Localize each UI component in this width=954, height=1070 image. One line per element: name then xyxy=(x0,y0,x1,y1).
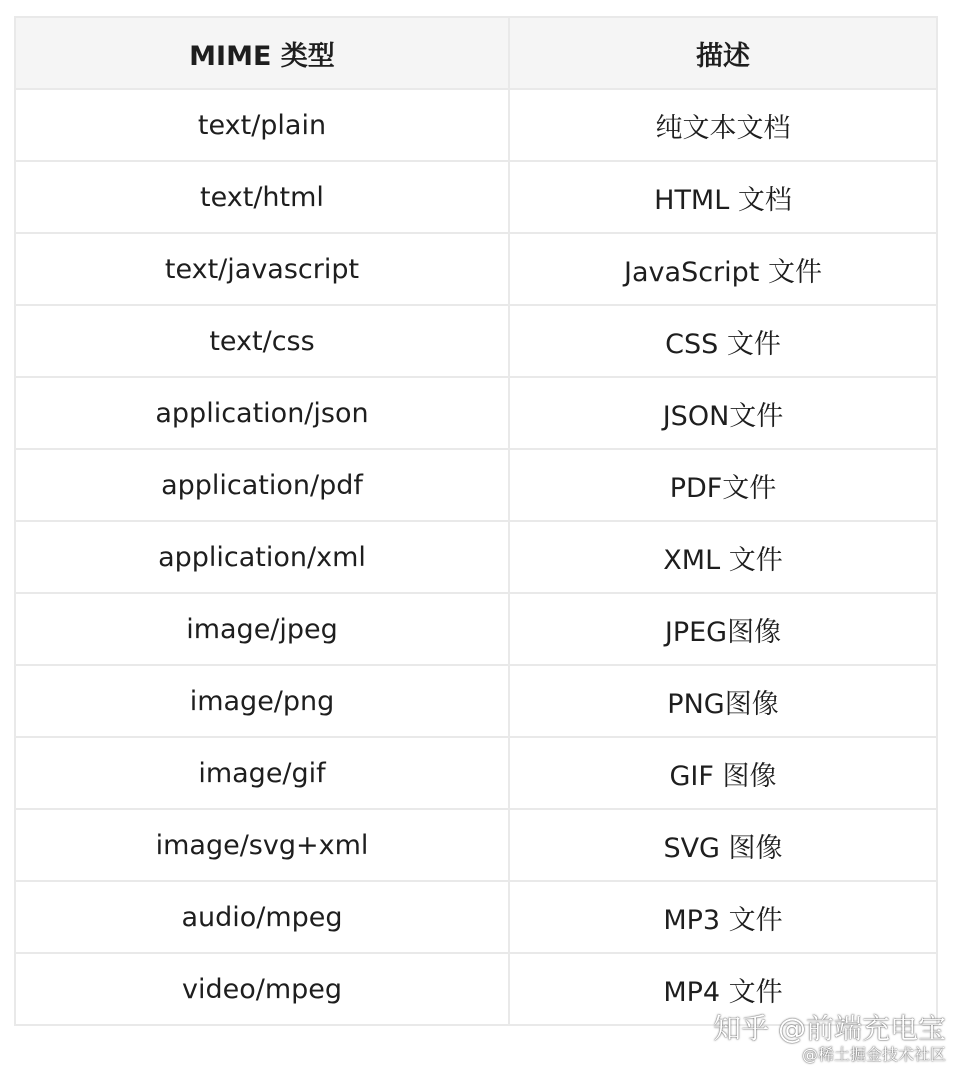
header-description: 描述 xyxy=(509,17,937,89)
table-row xyxy=(15,665,937,737)
mime-type-cell: audio/mpeg xyxy=(15,881,509,953)
description-cell: XML 文件 xyxy=(509,521,937,593)
description-cell: SVG 图像 xyxy=(509,809,937,881)
table-row xyxy=(15,89,937,161)
mime-type-cell: application/xml xyxy=(15,521,509,593)
description-cell: 纯文本文档 xyxy=(509,89,937,161)
table-row xyxy=(15,521,937,593)
description-cell: CSS 文件 xyxy=(509,305,937,377)
mime-types-table xyxy=(14,16,938,1026)
watermark-main: 知乎 @前端充电宝 xyxy=(713,1011,946,1045)
mime-type-cell: application/pdf xyxy=(15,449,509,521)
mime-type-cell: image/svg+xml xyxy=(15,809,509,881)
table-row xyxy=(15,233,937,305)
description-cell: MP4 文件 xyxy=(509,953,937,1025)
mime-type-cell: image/png xyxy=(15,665,509,737)
mime-type-cell: application/json xyxy=(15,377,509,449)
description-cell: HTML 文档 xyxy=(509,161,937,233)
description-cell: MP3 文件 xyxy=(509,881,937,953)
table-row xyxy=(15,161,937,233)
description-cell: JavaScript 文件 xyxy=(509,233,937,305)
header-mime-type: MIME 类型 xyxy=(15,17,509,89)
table-row xyxy=(15,305,937,377)
watermark-sub: @稀土掘金技术社区 xyxy=(801,1045,946,1065)
table-row xyxy=(15,593,937,665)
description-cell: JPEG图像 xyxy=(509,593,937,665)
description-cell: PNG图像 xyxy=(509,665,937,737)
table-row xyxy=(15,377,937,449)
description-cell: JSON文件 xyxy=(509,377,937,449)
table-row xyxy=(15,953,937,1025)
table-row xyxy=(15,737,937,809)
mime-type-cell: image/jpeg xyxy=(15,593,509,665)
mime-type-cell: image/gif xyxy=(15,737,509,809)
table-header-row xyxy=(15,17,937,89)
table-row xyxy=(15,449,937,521)
mime-type-cell: text/javascript xyxy=(15,233,509,305)
mime-type-cell: text/plain xyxy=(15,89,509,161)
mime-type-cell: video/mpeg xyxy=(15,953,509,1025)
description-cell: GIF 图像 xyxy=(509,737,937,809)
mime-type-cell: text/html xyxy=(15,161,509,233)
mime-type-cell: text/css xyxy=(15,305,509,377)
table-row xyxy=(15,881,937,953)
table-row xyxy=(15,809,937,881)
description-cell: PDF文件 xyxy=(509,449,937,521)
